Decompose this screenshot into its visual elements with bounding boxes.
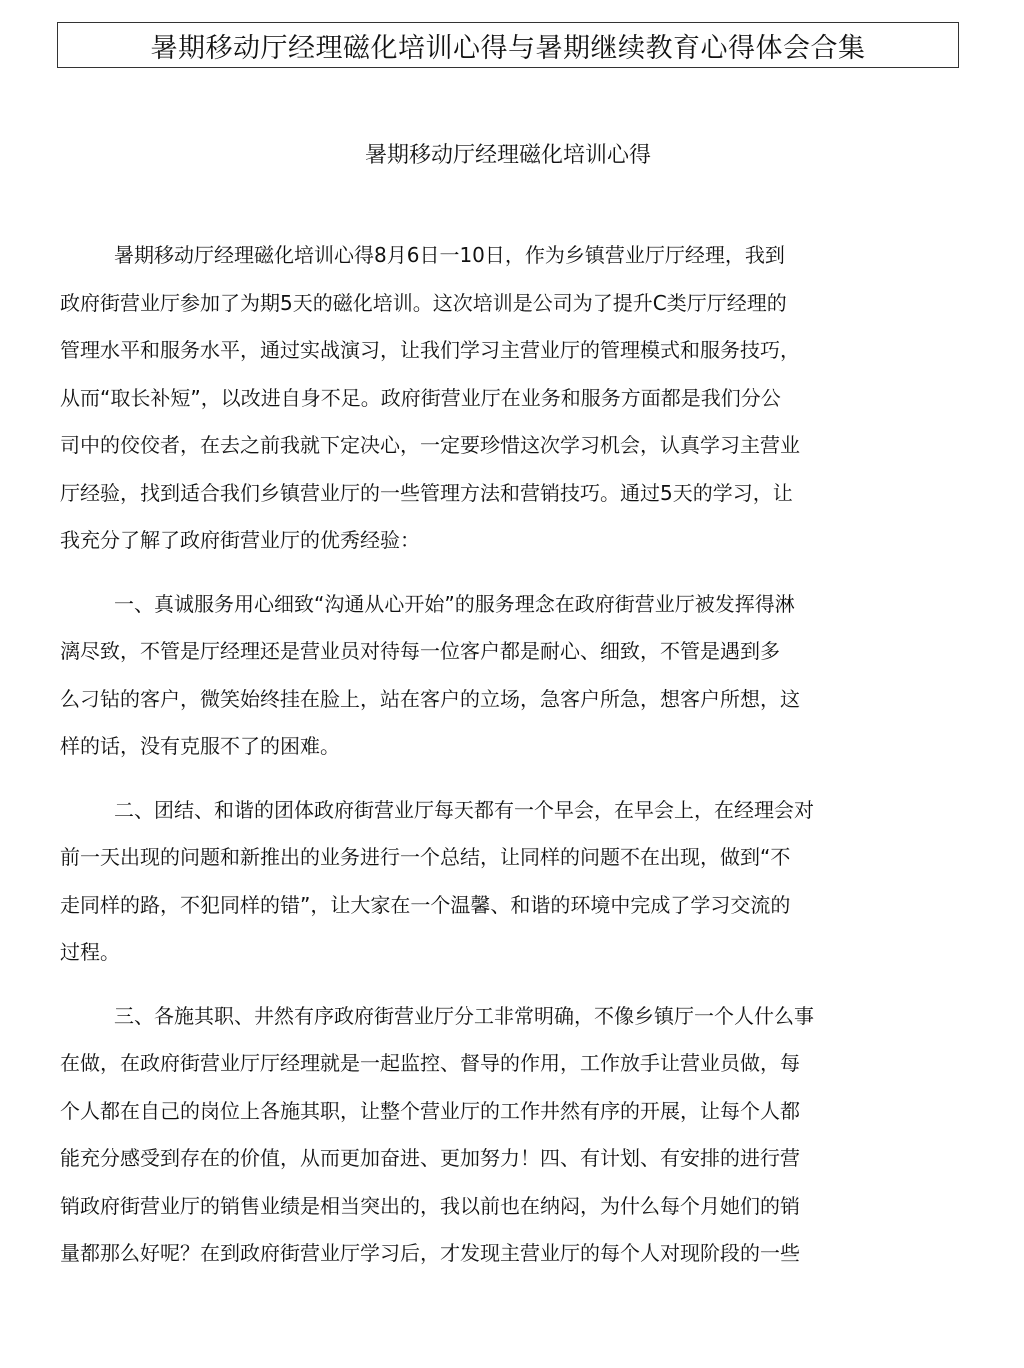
paragraph-section-3 bbox=[60, 993, 930, 1278]
text-line: 我充分了解了政府街营业厅的优秀经验： bbox=[60, 528, 420, 552]
text-line: 过程。 bbox=[60, 940, 120, 964]
document-body bbox=[60, 232, 930, 1294]
text-line: 在做，在政府街营业厅厅经理就是一起监控、督导的作用，工作放手让营业员做，每 bbox=[60, 1051, 800, 1075]
text-line: 走同样的路，不犯同样的错”，让大家在一个温馨、和谐的环境中完成了学习交流的 bbox=[60, 892, 791, 917]
text-line: 二、团结、和谐的团体政府街营业厅每天都有一个早会，在早会上，在经理会对 bbox=[114, 797, 814, 822]
text-line: 一、真诚服务用心细致“沟通从心开始”的服务理念在政府街营业厅被发挥得淋 bbox=[114, 591, 795, 616]
text-line: 销政府街营业厅的销售业绩是相当突出的，我以前也在纳闷，为什么每个月她们的销 bbox=[60, 1193, 800, 1218]
text-line: 三、各施其职、井然有序政府街营业厅分工非常明确，不像乡镇厅一个人什么事 bbox=[114, 1003, 814, 1028]
paragraph-section-1 bbox=[60, 581, 930, 771]
text-line: 厅经验，找到适合我们乡镇营业厅的一些管理方法和营销技巧。通过5天的学习，让 bbox=[60, 480, 793, 505]
text-line: 能充分感受到存在的价值，从而更加奋进、更加努力！四、有计划、有安排的进行营 bbox=[60, 1146, 800, 1170]
text-line: 暑期移动厅经理磁化培训心得8月6日一10日，作为乡镇营业厅厅经理，我到 bbox=[114, 243, 785, 267]
document-title: 暑期移动厅经理磁化培训心得与暑期继续教育心得体会合集 bbox=[150, 32, 866, 64]
text-line: 管理水平和服务水平，通过实战演习，让我们学习主营业厅的管理模式和服务技巧， bbox=[60, 338, 800, 362]
text-line: 从而“取长补短”，以改进自身不足。政府街营业厅在业务和服务方面都是我们分公 bbox=[60, 385, 781, 410]
text-line: 前一天出现的问题和新推出的业务进行一个总结，让同样的问题不在出现，做到“不 bbox=[60, 845, 791, 869]
text-line: 司中的佼佼者，在去之前我就下定决心，一定要珍惜这次学习机会，认真学习主营业 bbox=[60, 433, 800, 457]
paragraph-intro bbox=[60, 232, 930, 565]
text-line: 漓尽致，不管是厅经理还是营业员对待每一位客户都是耐心、细致，不管是遇到多 bbox=[60, 639, 780, 663]
text-line: 政府街营业厅参加了为期5天的磁化培训。这次培训是公司为了提升C类厅厅经理的 bbox=[60, 290, 787, 315]
paragraph-section-2 bbox=[60, 787, 930, 977]
text-line: 量都那么好呢？在到政府街营业厅学习后，才发现主营业厅的每个人对现阶段的一些 bbox=[60, 1241, 800, 1265]
section-heading: 暑期移动厅经理磁化培训心得 bbox=[364, 143, 651, 168]
text-line: 样的话，没有克服不了的困难。 bbox=[60, 734, 340, 758]
document-title-box bbox=[57, 22, 959, 68]
text-line: 么刁钻的客户，微笑始终挂在脸上，站在客户的立场，急客户所急，想客户所想，这 bbox=[60, 686, 800, 711]
text-line: 个人都在自己的岗位上各施其职，让整个营业厅的工作井然有序的开展，让每个人都 bbox=[60, 1098, 800, 1123]
